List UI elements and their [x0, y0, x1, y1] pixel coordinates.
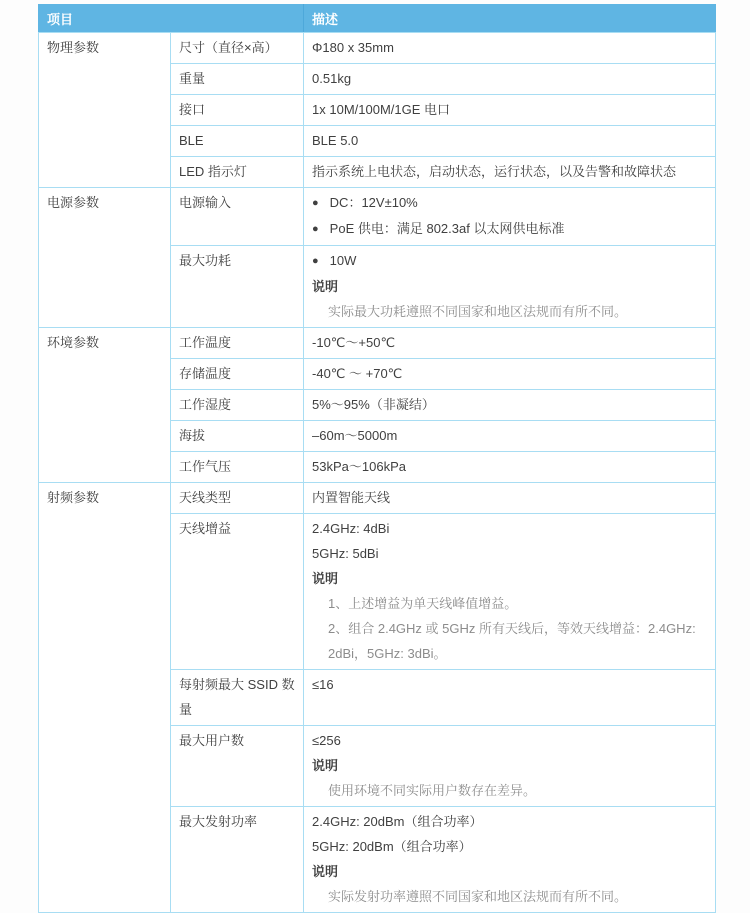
description-line: 2.4GHz: 20dBm（组合功率） [312, 814, 483, 829]
description-cell [304, 452, 716, 483]
description-line: 5%～95%（非凝结） [312, 397, 435, 412]
table-body [39, 33, 716, 913]
description-line: ≤16 [312, 677, 334, 692]
description-cell [304, 328, 716, 359]
spec-table-container [38, 4, 716, 913]
bullet-icon: ● [312, 255, 319, 267]
table-row [39, 328, 716, 359]
description-line: BLE 5.0 [312, 133, 359, 148]
description-cell [304, 246, 716, 328]
description-line: 53kPa～106kPa [312, 459, 406, 474]
bullet-text: 10W [329, 253, 357, 268]
note-label: 说明 [312, 279, 339, 294]
parameter-cell: 工作温度 [171, 328, 304, 359]
bullet-text: DC：12V±10% [329, 195, 418, 210]
description-cell [304, 188, 716, 246]
parameter-cell: 最大发射功率 [171, 807, 304, 913]
note-label: 说明 [312, 758, 339, 773]
bullet-icon: ● [312, 223, 319, 235]
bullet-line [312, 248, 707, 274]
description-cell [304, 390, 716, 421]
header-row [39, 5, 716, 33]
description-cell [304, 726, 716, 807]
note-text: 实际发射功率遵照不同国家和地区法规而有所不同。 [328, 889, 628, 904]
description-line: –60m～5000m [312, 428, 398, 443]
description-cell [304, 359, 716, 390]
description-cell [304, 670, 716, 726]
category-cell: 电源参数 [39, 188, 171, 328]
parameter-cell: 工作湿度 [171, 390, 304, 421]
description-cell [304, 126, 716, 157]
parameter-cell: 海拔 [171, 421, 304, 452]
parameter-cell: 工作气压 [171, 452, 304, 483]
parameter-cell: 最大功耗 [171, 246, 304, 328]
table-header [39, 5, 716, 33]
description-line: 5GHz: 20dBm（组合功率） [312, 839, 472, 854]
parameter-cell: 重量 [171, 64, 304, 95]
description-cell [304, 64, 716, 95]
description-cell [304, 483, 716, 514]
bullet-line [312, 216, 707, 242]
description-line: 内置智能天线 [312, 490, 391, 505]
table-row [39, 188, 716, 246]
note-text: 使用环境不同实际用户数存在差异。 [328, 783, 537, 798]
parameter-cell: 尺寸（直径×高） [171, 33, 304, 64]
description-line: ≤256 [312, 733, 341, 748]
description-line: 0.51kg [312, 71, 352, 86]
description-line: 指示系统上电状态，启动状态，运行状态，以及告警和故障状态 [312, 164, 677, 179]
table-row [39, 483, 716, 514]
category-cell: 环境参数 [39, 328, 171, 483]
note-text: 2、组合 2.4GHz 或 5GHz 所有天线后，等效天线增益：2.4GHz: 2dBi，5GHz: 3dBi。 [328, 621, 696, 661]
parameter-cell: 天线类型 [171, 483, 304, 514]
parameter-cell: LED 指示灯 [171, 157, 304, 188]
parameter-cell: 天线增益 [171, 514, 304, 670]
parameter-cell: 存储温度 [171, 359, 304, 390]
description-cell [304, 157, 716, 188]
spec-table [38, 4, 716, 913]
description-line: Φ180 x 35mm [312, 40, 394, 55]
description-line: 5GHz: 5dBi [312, 546, 379, 561]
note-text: 1、上述增益为单天线峰值增益。 [328, 596, 518, 611]
description-cell [304, 807, 716, 913]
description-cell [304, 514, 716, 670]
bullet-text: PoE 供电：满足 802.3af 以太网供电标准 [329, 221, 565, 236]
description-line: 1x 10M/100M/1GE 电口 [312, 102, 451, 117]
description-line: 2.4GHz: 4dBi [312, 521, 390, 536]
description-cell [304, 421, 716, 452]
header-cell-description: 描述 [304, 5, 716, 33]
description-cell [304, 33, 716, 64]
note-label: 说明 [312, 571, 339, 586]
note-label: 说明 [312, 864, 339, 879]
category-cell: 射频参数 [39, 483, 171, 913]
header-cell-item: 项目 [39, 5, 304, 33]
category-cell: 物理参数 [39, 33, 171, 188]
bullet-icon: ● [312, 197, 319, 209]
description-line: -10℃～+50℃ [312, 335, 396, 350]
parameter-cell: 最大用户数 [171, 726, 304, 807]
description-line: -40℃ ～ +70℃ [312, 366, 403, 381]
note-text: 实际最大功耗遵照不同国家和地区法规而有所不同。 [328, 304, 628, 319]
table-row [39, 33, 716, 64]
description-cell [304, 95, 716, 126]
parameter-cell: 接口 [171, 95, 304, 126]
parameter-cell: BLE [171, 126, 304, 157]
bullet-line [312, 190, 707, 216]
parameter-cell: 每射频最大 SSID 数量 [171, 670, 304, 726]
parameter-cell: 电源输入 [171, 188, 304, 246]
